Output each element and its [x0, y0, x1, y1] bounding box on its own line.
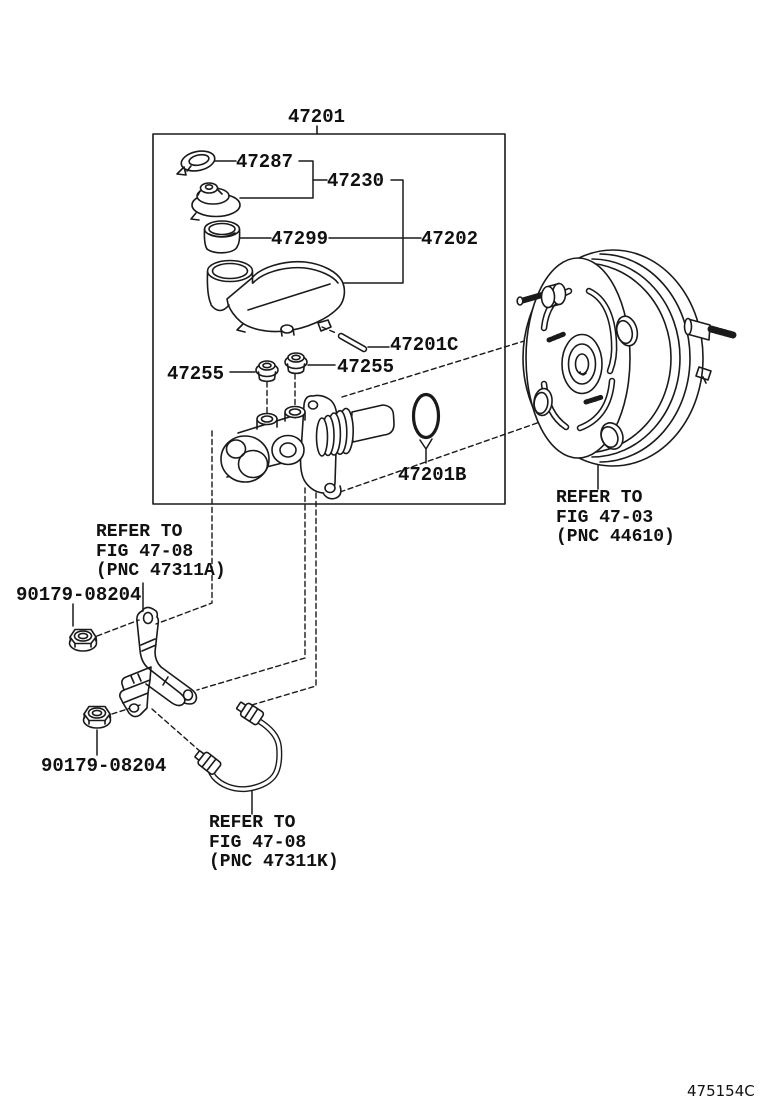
reservoir-drawing	[207, 261, 344, 337]
part-label-pin: 47201C	[390, 334, 459, 356]
reference-line: (PNC 47311K)	[209, 852, 339, 872]
part-label-diaphragm: 47230	[327, 170, 385, 192]
reference-line: REFER TO	[209, 813, 296, 833]
part-label-cap: 47287	[236, 151, 294, 173]
nut-lower-drawing	[84, 707, 111, 729]
part-label-grommet-right: 47255	[337, 356, 395, 378]
reference-line: FIG 47-08	[96, 541, 194, 562]
clamp-drawing	[120, 667, 151, 717]
part-label-grommet-left: 47255	[167, 363, 225, 385]
cap-seal-drawing	[177, 148, 217, 175]
bracket-drawing	[137, 607, 197, 705]
grommet-right-drawing	[285, 353, 307, 373]
part-label-strainer: 47299	[271, 228, 329, 250]
tube-drawing	[193, 699, 280, 789]
booster-drawing	[517, 250, 733, 466]
reference-booster	[556, 489, 675, 548]
o-ring-drawing	[414, 395, 439, 438]
reference-bracket	[96, 523, 226, 582]
figure-code: 475154C	[687, 1082, 755, 1100]
part-label-nut-lower: 90179-08204	[41, 755, 167, 777]
part-label-o-ring: 47201B	[398, 464, 467, 486]
reference-line: FIG 47-03	[556, 507, 654, 528]
part-label-assembly: 47201	[288, 106, 346, 128]
nut-upper-drawing	[70, 630, 97, 652]
grommet-left-drawing	[256, 361, 278, 381]
reference-line: FIG 47-08	[209, 832, 307, 853]
reference-line: REFER TO	[556, 488, 643, 508]
reference-line: (PNC 44610)	[556, 527, 675, 547]
reference-line: (PNC 47311A)	[96, 561, 226, 581]
reference-tube	[209, 814, 339, 873]
master-cylinder-drawing	[221, 395, 394, 498]
float-drawing	[191, 183, 240, 220]
part-label-nut-upper: 90179-08204	[16, 584, 142, 606]
pin-drawing	[341, 336, 364, 349]
strainer-drawing	[204, 221, 239, 253]
part-label-reservoir: 47202	[421, 228, 479, 250]
tube-fitting-lower	[193, 748, 222, 776]
reference-line: REFER TO	[96, 522, 183, 542]
